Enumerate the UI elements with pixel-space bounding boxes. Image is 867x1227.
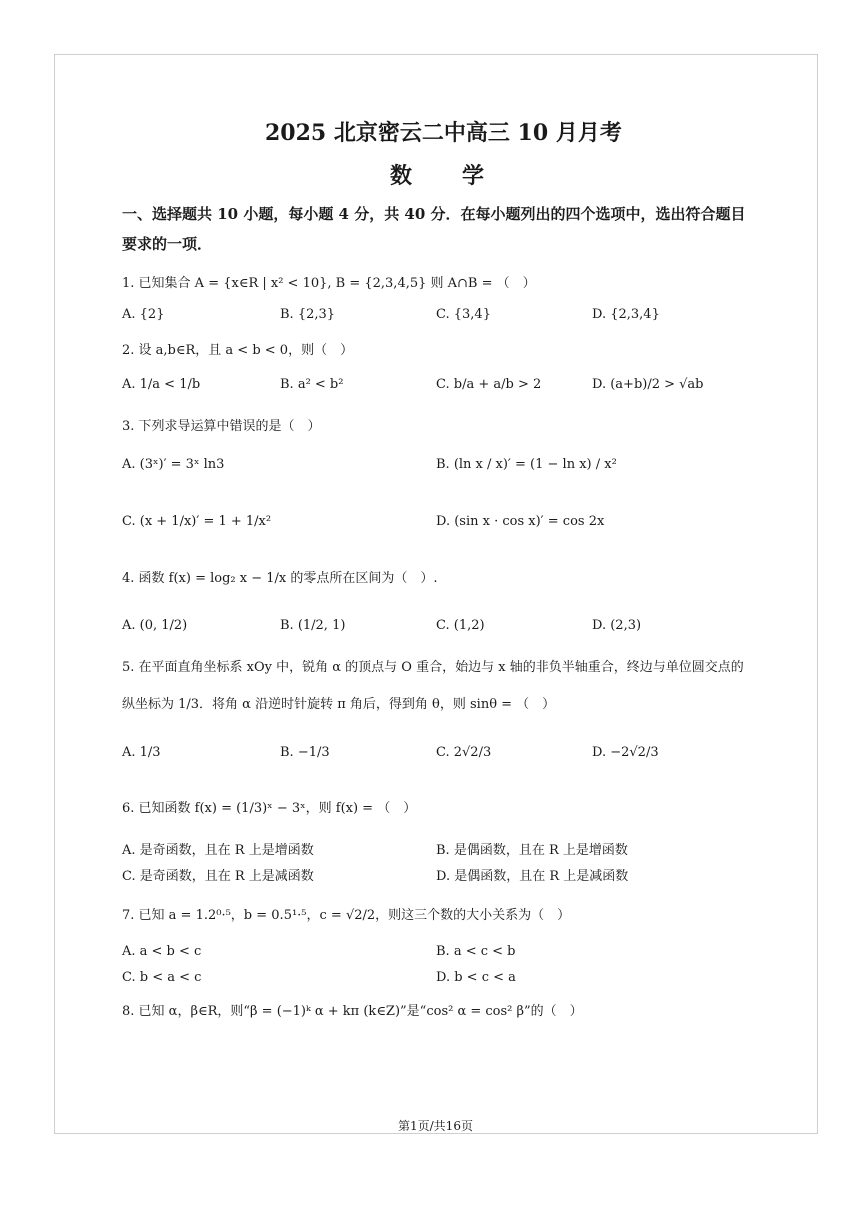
q3-option-d: D. (sin x · cos x)′ = cos 2x [436, 514, 605, 529]
q1-option-b: B. {2,3} [280, 307, 336, 322]
q7-option-d: D. b < c < a [436, 970, 516, 985]
question-6: 6. 已知函数 f(x) = (1/3)ˣ − 3ˣ，则 f(x) = （ ） [122, 801, 417, 816]
q7-option-a: A. a < b < c [122, 944, 202, 959]
q5-option-a: A. 1/3 [122, 745, 161, 760]
question-3: 3. 下列求导运算中错误的是（ ） [122, 419, 321, 434]
q4-option-d: D. (2,3) [592, 618, 642, 633]
q4-option-b: B. (1/2, 1) [280, 618, 346, 633]
q6-option-a: A. 是奇函数，且在 R 上是增函数 [122, 843, 314, 858]
q5-option-b: B. −1/3 [280, 745, 330, 760]
section-heading-line2: 要求的一项． [122, 235, 213, 253]
q5-option-c: C. 2√2/3 [436, 745, 492, 760]
q6-option-c: C. 是奇函数，且在 R 上是减函数 [122, 869, 314, 884]
q3-option-c: C. (x + 1/x)′ = 1 + 1/x² [122, 514, 272, 529]
question-2: 2. 设 a,b∈R，且 a < b < 0，则（ ） [122, 343, 354, 358]
question-4: 4. 函数 f(x) = log₂ x − 1/x 的零点所在区间为（ ）. [122, 571, 438, 586]
q7-option-c: C. b < a < c [122, 970, 202, 985]
page-footer: 第1页/共16页 [398, 1119, 473, 1133]
q4-option-a: A. (0, 1/2) [122, 618, 188, 633]
q3-option-b: B. (ln x / x)′ = (1 − ln x) / x² [436, 457, 617, 472]
q5-option-d: D. −2√2/3 [592, 745, 659, 760]
question-5-line1: 5. 在平面直角坐标系 xOy 中，锐角 α 的顶点与 O 重合，始边与 x 轴的非负半轴重合，终边与单位圆交点的 [122, 660, 744, 675]
q3-option-a: A. (3ˣ)′ = 3ˣ ln3 [122, 457, 225, 472]
q7-option-b: B. a < c < b [436, 944, 516, 959]
subject-title: 数 学 [390, 163, 487, 189]
q2-option-c: C. b/a + a/b > 2 [436, 377, 542, 392]
q1-option-a: A. {2} [122, 307, 165, 322]
q2-option-d: D. (a+b)/2 > √ab [592, 377, 704, 392]
exam-title: 2025 北京密云二中高三 10 月月考 [265, 120, 622, 146]
question-1: 1. 已知集合 A = {x∈R | x² < 10}, B = {2,3,4,5} 则 A∩B = （ ） [122, 276, 536, 291]
section-heading-line1: 一、选择题共 10 小题，每小题 4 分，共 40 分．在每小题列出的四个选项中，选出符合题目 [122, 205, 746, 223]
q2-option-a: A. 1/a < 1/b [122, 377, 201, 392]
question-5-line2: 纵坐标为 1/3．将角 α 沿逆时针旋转 π 角后，得到角 θ，则 sinθ = （ ） [122, 697, 556, 712]
q2-option-b: B. a² < b² [280, 377, 344, 392]
question-7: 7. 已知 a = 1.2⁰·⁵，b = 0.5¹·⁵，c = √2/2，则这三个数的大小关系为（ ） [122, 908, 571, 923]
question-8: 8. 已知 α，β∈R，则“β = (−1)ᵏ α + kπ (k∈Z)”是“cos² α = cos² β”的（ ） [122, 1004, 583, 1019]
q1-option-d: D. {2,3,4} [592, 307, 660, 322]
q6-option-b: B. 是偶函数，且在 R 上是增函数 [436, 843, 628, 858]
q4-option-c: C. (1,2) [436, 618, 485, 633]
q6-option-d: D. 是偶函数，且在 R 上是减函数 [436, 869, 629, 884]
q1-option-c: C. {3,4} [436, 307, 491, 322]
